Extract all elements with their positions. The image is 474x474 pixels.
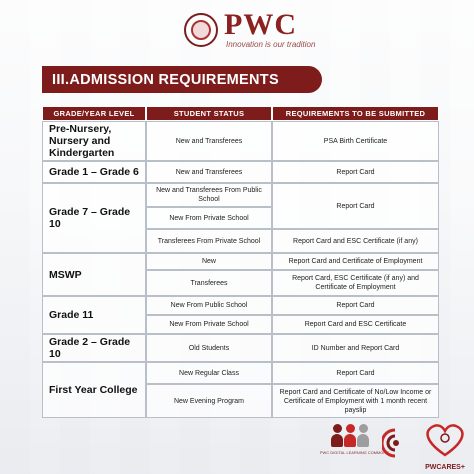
logo3-caption: PWCARES+ (425, 464, 465, 471)
student-status-cell: Transferees (146, 270, 272, 296)
requirements-cell: Report Card, ESC Certificate (if any) and Certificate of Employment (272, 270, 439, 296)
grade-level-cell: MSWP (42, 253, 146, 296)
table-row (42, 296, 439, 315)
student-status-cell: New and Transferees (146, 161, 272, 183)
table-row (42, 362, 439, 384)
grade-level-cell: First Year College (42, 362, 146, 418)
student-status-cell: New Evening Program (146, 384, 272, 418)
student-status-cell: Transferees From Private School (146, 229, 272, 253)
student-status-cell: Old Students (146, 334, 272, 362)
table-row (42, 183, 439, 207)
section-title: III.ADMISSION REQUIREMENTS (52, 71, 279, 88)
grade-level-cell: Grade 2 – Grade 10 (42, 334, 146, 362)
table-row (42, 253, 439, 270)
section-title-banner (42, 66, 322, 93)
heart-icon (420, 422, 470, 458)
requirements-cell: Report Card and ESC Certificate (272, 315, 439, 334)
broadcast-logo-icon (382, 426, 408, 460)
student-status-cell: New and Transferees (146, 121, 272, 161)
people-icon (320, 424, 380, 448)
student-status-cell: New Regular Class (146, 362, 272, 384)
student-status-cell: New From Private School (146, 315, 272, 334)
student-status-cell: New (146, 253, 272, 270)
requirements-cell: Report Card (272, 296, 439, 315)
requirements-cell: Report Card and Certificate of Employment (272, 253, 439, 270)
requirements-cell: PSA Birth Certificate (272, 121, 439, 161)
grade-level-cell: Grade 1 – Grade 6 (42, 161, 146, 183)
requirements-cell: Report Card and Certificate of No/Low Income or Certificate of Employment with 1 month recent payslip (272, 384, 439, 418)
header-student-status: STUDENT STATUS (146, 106, 272, 121)
header-grade-level: GRADE/YEAR LEVEL (42, 106, 146, 121)
requirements-cell: Report Card (272, 183, 439, 229)
table-header-row (42, 106, 439, 121)
logo1-caption: PWC DIGITAL LEARNING COMMONS (320, 451, 389, 455)
brand-tagline: Innovation is our tradition (226, 40, 316, 49)
requirements-cell: Report Card (272, 161, 439, 183)
student-status-cell: New From Private School (146, 207, 272, 229)
pwcares-logo (420, 422, 470, 470)
brand-name: PWC (224, 8, 297, 41)
grade-level-cell: Grade 7 – Grade 10 (42, 183, 146, 253)
requirements-cell: Report Card and ESC Certificate (if any) (272, 229, 439, 253)
pwc-seal-icon (184, 13, 218, 47)
header-requirements: REQUIREMENTS TO BE SUBMITTED (272, 106, 439, 121)
pwc-logo (184, 10, 315, 49)
admission-requirements-table (42, 106, 439, 418)
student-status-cell: New and Transferees From Public School (146, 183, 272, 207)
requirements-cell: Report Card (272, 362, 439, 384)
digital-learning-commons-logo (320, 422, 389, 470)
student-status-cell: New From Public School (146, 296, 272, 315)
grade-level-cell: Grade 11 (42, 296, 146, 334)
requirements-cell: ID Number and Report Card (272, 334, 439, 362)
table-row (42, 334, 439, 362)
table-row (42, 161, 439, 183)
table-row (42, 121, 439, 161)
grade-level-cell: Pre-Nursery, Nursery and Kindergarten (42, 121, 146, 161)
